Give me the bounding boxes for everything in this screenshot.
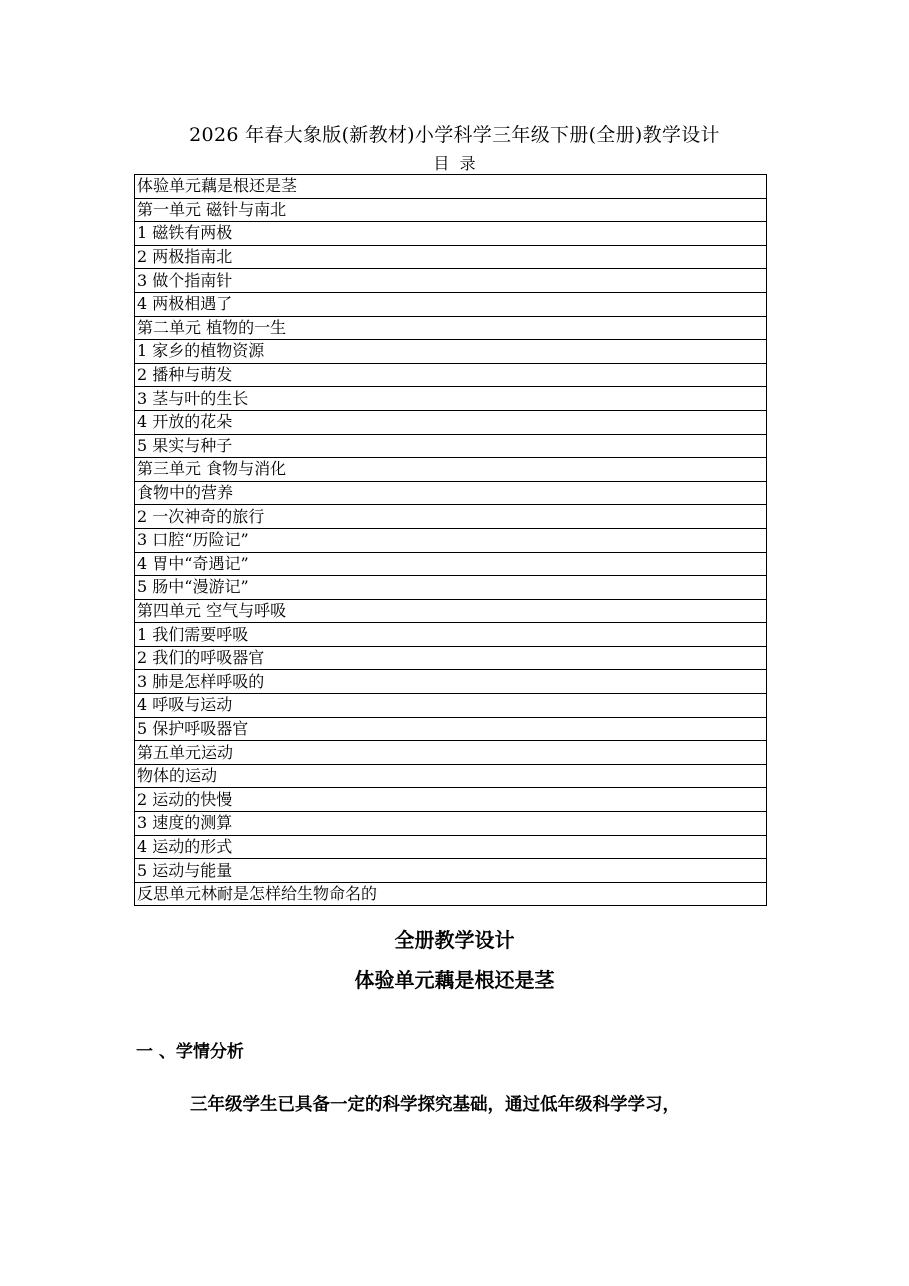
toc-row [135,623,767,647]
toc-row [135,741,767,765]
toc-row [135,481,767,505]
toc-row [135,552,767,576]
toc-item: 2 我们的呼吸器官 [135,646,767,670]
toc-item: 食物中的营养 [135,481,767,505]
toc-row [135,269,767,293]
toc-row [135,670,767,694]
toc-row [135,175,767,199]
toc-item: 5 保护呼吸器官 [135,717,767,741]
toc-row [135,292,767,316]
toc-item: 1 家乡的植物资源 [135,340,767,364]
toc-row [135,340,767,364]
toc-row [135,505,767,529]
toc-item: 第二单元 植物的一生 [135,316,767,340]
section-title: 全册教学设计 [394,928,515,952]
toc-item: 3 速度的测算 [135,812,767,836]
toc-row [135,576,767,600]
toc-item: 3 肺是怎样呼吸的 [135,670,767,694]
toc-item: 第四单元 空气与呼吸 [135,599,767,623]
toc-item: 2 播种与萌发 [135,363,767,387]
toc-item: 2 两极指南北 [135,245,767,269]
toc-row [135,198,767,222]
toc-row [135,387,767,411]
toc-item: 4 呼吸与运动 [135,694,767,718]
toc-row [135,410,767,434]
toc-item: 第五单元运动 [135,741,767,765]
toc-row [135,458,767,482]
toc-item: 2 一次神奇的旅行 [135,505,767,529]
toc-item: 物体的运动 [135,764,767,788]
toc-item: 3 口腔“历险记” [135,528,767,552]
toc-item: 1 磁铁有两极 [135,222,767,246]
toc-item: 第一单元 磁针与南北 [135,198,767,222]
body-paragraph: 三年级学生已具备一定的科学探究基础，通过低年级科学学习， [190,1095,680,1115]
toc-row [135,882,767,906]
toc-item: 1 我们需要呼吸 [135,623,767,647]
document-title: 2026 年春大象版(新教材)小学科学三年级下册(全册)教学设计 [189,124,720,146]
toc-item: 2 运动的快慢 [135,788,767,812]
toc-row [135,528,767,552]
toc-row [135,717,767,741]
toc-row [135,859,767,883]
toc-row [135,646,767,670]
toc-row [135,694,767,718]
toc-item: 4 开放的花朵 [135,410,767,434]
toc-row [135,764,767,788]
toc-row [135,222,767,246]
toc-item: 反思单元林耐是怎样给生物命名的 [135,882,767,906]
toc-row [135,434,767,458]
toc-item: 4 两极相遇了 [135,292,767,316]
toc-item: 3 做个指南针 [135,269,767,293]
toc-item: 5 肠中“漫游记” [135,576,767,600]
toc-row [135,316,767,340]
subsection-heading: 一 、学情分析 [136,1042,244,1062]
toc-item: 5 果实与种子 [135,434,767,458]
toc-row [135,363,767,387]
toc-item: 第三单元 食物与消化 [135,458,767,482]
toc-item: 5 运动与能量 [135,859,767,883]
toc-row [135,245,767,269]
toc-row [135,812,767,836]
toc-row [135,835,767,859]
toc-table [134,174,767,906]
toc-heading: 目 录 [433,154,476,173]
toc-item: 4 运动的形式 [135,835,767,859]
lesson-title: 体验单元藕是根还是茎 [354,968,555,992]
toc-item: 体验单元藕是根还是茎 [135,175,767,199]
toc-row [135,788,767,812]
toc-item: 3 茎与叶的生长 [135,387,767,411]
toc-item: 4 胃中“奇遇记” [135,552,767,576]
toc-row [135,599,767,623]
